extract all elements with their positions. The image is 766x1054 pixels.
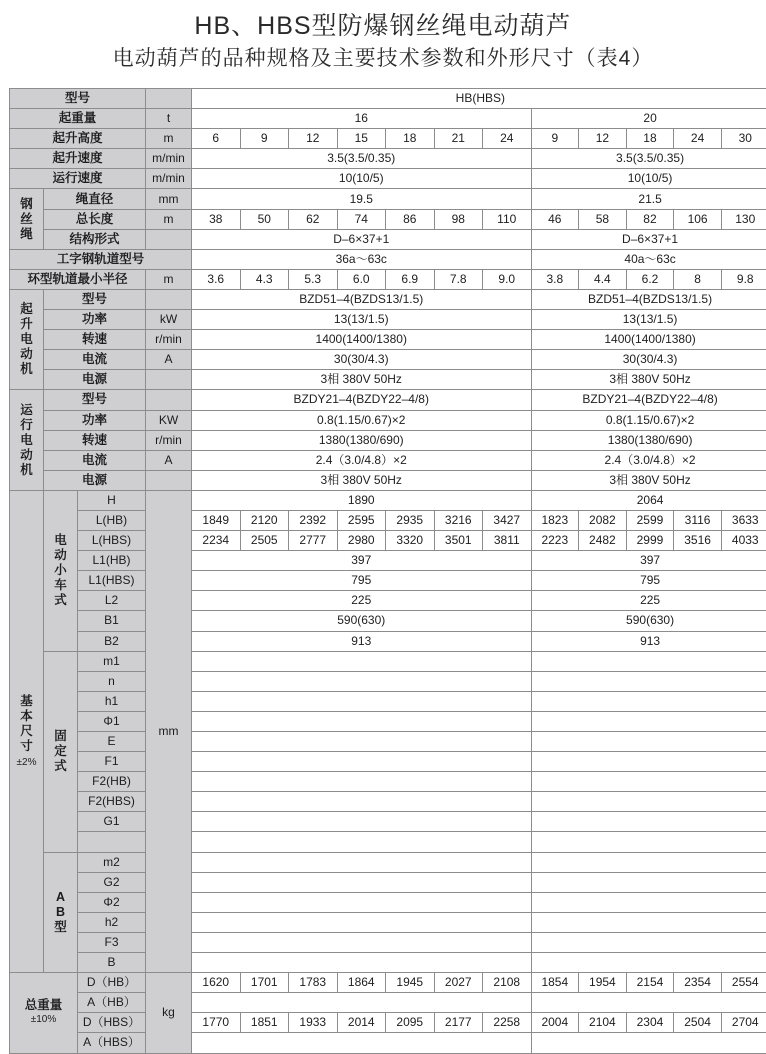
label-capacity: 起重量 [10,109,146,129]
cell-w-d-hb-2: 1783 [289,973,338,993]
cell-height-7: 9 [531,129,579,149]
value-tm-model-20t: BZDY21–4(BZDY22–4/8) [531,390,766,410]
row-w-d-hbs [10,1013,766,1033]
value-lm-model-20t: BZD51–4(BZDS13/1.5) [531,289,766,309]
row-fixed-3 [10,711,766,731]
value-beam-16t: 36a～63c [192,249,532,269]
cell-d-l-hbs-2: 2777 [289,531,338,551]
label-w-d-hbs: D（HBS） [78,1013,146,1033]
empty-cell-16t [192,792,532,812]
cell-w-d-hb-7: 1854 [531,973,579,993]
cell-rope-len-9: 82 [626,209,674,229]
label-fixed-2: h1 [78,691,146,711]
cell-rope-len-1: 50 [240,209,289,229]
cell-height-11: 30 [721,129,766,149]
empty-cell-20t [531,932,766,952]
label-lift-speed: 起升速度 [10,149,146,169]
row-rope-struct [10,229,766,249]
value-lm-power-src-20t: 3相 380V 50Hz [531,370,766,390]
cell-radius-0: 3.6 [192,269,241,289]
page-subtitle: 电动葫芦的品种规格及主要技术参数和外形尺寸（表4） [0,42,766,72]
label-fixed-5: F1 [78,752,146,772]
unit-lm-current: A [146,350,192,370]
unit-tm-speed: r/min [146,430,192,450]
cell-w-d-hb-11: 2554 [721,973,766,993]
cell-w-d-hbs-5: 2177 [434,1013,483,1033]
label-dim-l1-hbs: L1(HBS) [78,571,146,591]
label-model: 型号 [10,89,146,109]
empty-cell-20t [531,792,766,812]
cell-d-l-hb-1: 2120 [240,510,289,530]
empty-cell-16t [192,651,532,671]
value-dim-l1-hb-20t: 397 [531,551,766,571]
value-tm-current-20t: 2.4（3.0/4.8）×2 [531,450,766,470]
unit-rope-struct [146,229,192,249]
label-rope-struct: 结构形式 [44,229,146,249]
group-basic-dim: 基本尺寸 ±2% [10,490,44,972]
cell-d-l-hbs-6: 3811 [483,531,532,551]
label-lm-power-src: 电源 [44,370,146,390]
unit-tm-power: KW [146,410,192,430]
cell-w-d-hb-0: 1620 [192,973,241,993]
empty-cell-16t [192,832,532,852]
cell-w-d-hb-10: 2354 [674,973,722,993]
row-lift-speed [10,149,766,169]
cell-d-l-hb-3: 2595 [337,510,386,530]
cell-w-d-hbs-10: 2504 [674,1013,722,1033]
cell-height-10: 24 [674,129,722,149]
row-dim-l-hbs [10,531,766,551]
unit-lift-speed: m/min [146,149,192,169]
cell-w-d-hb-1: 1701 [240,973,289,993]
row-fixed-8 [10,812,766,832]
group-lift-motor: 起升电动机 [10,289,44,389]
row-w-d-hb [10,973,766,993]
unit-rope-dia: mm [146,189,192,209]
unit-rope-len: m [146,209,192,229]
label-rope-dia: 绳直径 [44,189,146,209]
cell-d-l-hbs-7: 2223 [531,531,579,551]
cell-radius-3: 6.0 [337,269,386,289]
value-tm-power-20t: 0.8(1.15/0.67)×2 [531,410,766,430]
label-fixed-1: n [78,671,146,691]
cell-radius-5: 7.8 [434,269,483,289]
unit-lm-speed: r/min [146,330,192,350]
row-fixed-5 [10,752,766,772]
label-dim-l-hbs: L(HBS) [78,531,146,551]
cell-d-l-hbs-4: 3320 [386,531,435,551]
unit-lm-power: kW [146,310,192,330]
row-lm-current [10,350,766,370]
label-dim-h: H [78,490,146,510]
value-tm-speed-20t: 1380(1380/690) [531,430,766,450]
cell-w-d-hbs-1: 1851 [240,1013,289,1033]
label-ab-1: G2 [78,872,146,892]
label-ab-2: Φ2 [78,892,146,912]
value-tm-speed-16t: 1380(1380/690) [192,430,532,450]
label-lm-model: 型号 [44,289,146,309]
label-lm-current: 电流 [44,350,146,370]
row-tm-power [10,410,766,430]
value-dim-h-20t: 2064 [531,490,766,510]
empty-cell-16t [192,912,532,932]
cell-d-l-hb-6: 3427 [483,510,532,530]
cell-radius-8: 4.4 [579,269,627,289]
row-dim-l2 [10,591,766,611]
cell-height-9: 18 [626,129,674,149]
empty-cell-20t [531,812,766,832]
unit-height: m [146,129,192,149]
value-lift-speed-20t: 3.5(3.5/0.35) [531,149,766,169]
cell-rope-len-5: 98 [434,209,483,229]
row-tm-model [10,390,766,410]
cell-height-0: 6 [192,129,241,149]
group-total-weight: 总重量 ±10% [10,973,78,1053]
cell-d-l-hbs-9: 2999 [626,531,674,551]
row-height [10,129,766,149]
cell-d-l-hb-9: 2599 [626,510,674,530]
empty-cell-16t [192,732,532,752]
cell-radius-7: 3.8 [531,269,579,289]
empty-cell-20t [531,912,766,932]
label-dim-b2: B2 [78,631,146,651]
group-travel-motor: 运行电动机 [10,390,44,490]
cell-height-3: 15 [337,129,386,149]
row-ab-5 [10,953,766,973]
cell-rope-len-11: 130 [721,209,766,229]
cell-d-l-hbs-0: 2234 [192,531,241,551]
unit-lm-power-src [146,370,192,390]
group-trolley: 电动小车式 [44,490,78,651]
value-dim-l1-hbs-20t: 795 [531,571,766,591]
cell-rope-len-6: 110 [483,209,532,229]
row-dim-b1 [10,611,766,631]
value-tm-power-src-20t: 3相 380V 50Hz [531,470,766,490]
value-tm-power-src-16t: 3相 380V 50Hz [192,470,532,490]
row-ab-1 [10,872,766,892]
group-ab: AB型 [44,852,78,973]
row-tm-power-src [10,470,766,490]
value-model: HB(HBS) [192,89,766,109]
cell-radius-10: 8 [674,269,722,289]
value-lm-power-20t: 13(13/1.5) [531,310,766,330]
cell-height-6: 24 [483,129,532,149]
row-capacity [10,109,766,129]
unit-model [146,89,192,109]
cell-d-l-hbs-10: 3516 [674,531,722,551]
cell-w-d-hbs-11: 2704 [721,1013,766,1033]
empty-cell-16t [192,671,532,691]
row-lm-speed [10,330,766,350]
empty-cell-16t [192,711,532,731]
label-rope-len: 总长度 [44,209,146,229]
unit-tm-model [146,390,192,410]
spec-table [9,88,766,1054]
empty-cell-20t [531,651,766,671]
empty-cell-16t [192,691,532,711]
row-ab-0 [10,852,766,872]
cell-w-d-hbs-3: 2014 [337,1013,386,1033]
unit-lm-model [146,289,192,309]
label-fixed-6: F2(HB) [78,772,146,792]
label-lm-speed: 转速 [44,330,146,350]
row-fixed-6 [10,772,766,792]
cell-radius-9: 6.2 [626,269,674,289]
empty-cell-20t [531,953,766,973]
cell-height-5: 21 [434,129,483,149]
empty-cell-16t [192,1033,532,1053]
empty-cell-16t [192,852,532,872]
page-title: HB、HBS型防爆钢丝绳电动葫芦 [0,6,766,42]
cell-radius-11: 9.8 [721,269,766,289]
value-tm-current-16t: 2.4（3.0/4.8）×2 [192,450,532,470]
cell-w-d-hb-4: 1945 [386,973,435,993]
cell-height-4: 18 [386,129,435,149]
cell-radius-1: 4.3 [240,269,289,289]
row-dim-l1-hb [10,551,766,571]
value-travel-speed-16t: 10(10/5) [192,169,532,189]
label-tm-power-src: 电源 [44,470,146,490]
value-dim-l1-hbs-16t: 795 [192,571,532,591]
cell-rope-len-2: 62 [289,209,338,229]
cell-height-2: 12 [289,129,338,149]
value-dim-h-16t: 1890 [192,490,532,510]
cell-rope-len-4: 86 [386,209,435,229]
label-travel-speed: 运行速度 [10,169,146,189]
row-lm-power-src [10,370,766,390]
cell-radius-6: 9.0 [483,269,532,289]
empty-cell-16t [192,892,532,912]
empty-cell-20t [531,993,766,1013]
unit-tm-current: A [146,450,192,470]
row-fixed-spare [10,832,766,852]
empty-cell-16t [192,772,532,792]
row-fixed-0 [10,651,766,671]
empty-cell-16t [192,812,532,832]
cell-w-d-hbs-8: 2104 [579,1013,627,1033]
row-ab-4 [10,932,766,952]
label-radius: 环型轨道最小半径 [10,269,146,289]
value-dim-l1-hb-16t: 397 [192,551,532,571]
row-fixed-4 [10,732,766,752]
cell-rope-len-10: 106 [674,209,722,229]
row-lm-power [10,310,766,330]
value-lm-speed-20t: 1400(1400/1380) [531,330,766,350]
row-tm-speed [10,430,766,450]
empty-cell-16t [192,752,532,772]
row-fixed-7 [10,792,766,812]
empty-cell-20t [531,732,766,752]
label-fixed-8: G1 [78,812,146,832]
empty-cell-20t [531,832,766,852]
value-lm-model-16t: BZD51–4(BZDS13/1.5) [192,289,532,309]
row-model [10,89,766,109]
cell-w-d-hbs-9: 2304 [626,1013,674,1033]
label-ab-4: F3 [78,932,146,952]
cell-d-l-hb-0: 1849 [192,510,241,530]
cell-radius-4: 6.9 [386,269,435,289]
value-rope-struct-16t: D–6×37+1 [192,229,532,249]
cell-w-d-hb-6: 2108 [483,973,532,993]
value-tm-model-16t: BZDY21–4(BZDY22–4/8) [192,390,532,410]
label-w-a-hb: A（HB） [78,993,146,1013]
cell-d-l-hb-2: 2392 [289,510,338,530]
label-dim-l2: L2 [78,591,146,611]
cell-w-d-hbs-2: 1933 [289,1013,338,1033]
label-fixed-7: F2(HBS) [78,792,146,812]
cell-w-d-hb-8: 1954 [579,973,627,993]
cell-radius-2: 5.3 [289,269,338,289]
row-radius [10,269,766,289]
value-rope-dia-20t: 21.5 [531,189,766,209]
empty-cell-20t [531,852,766,872]
cell-rope-len-0: 38 [192,209,241,229]
row-beam [10,249,766,269]
cell-d-l-hb-11: 3633 [721,510,766,530]
value-lm-current-20t: 30(30/4.3) [531,350,766,370]
row-w-a-hb [10,993,766,1013]
label-ab-0: m2 [78,852,146,872]
empty-cell-20t [531,752,766,772]
value-capacity-16t: 16 [192,109,532,129]
row-tm-current [10,450,766,470]
cell-d-l-hb-8: 2082 [579,510,627,530]
cell-w-d-hbs-0: 1770 [192,1013,241,1033]
label-ab-5: B [78,953,146,973]
row-fixed-2 [10,691,766,711]
label-w-d-hb: D（HB） [78,973,146,993]
label-fixed-4: E [78,732,146,752]
value-dim-b1-16t: 590(630) [192,611,532,631]
label-ab-3: h2 [78,912,146,932]
row-lm-model [10,289,766,309]
cell-w-d-hb-3: 1864 [337,973,386,993]
cell-d-l-hbs-1: 2505 [240,531,289,551]
label-dim-l-hb: L(HB) [78,510,146,530]
label-fixed-3: Φ1 [78,711,146,731]
empty-cell-20t [531,1033,766,1053]
empty-cell-20t [531,772,766,792]
value-dim-l2-20t: 225 [531,591,766,611]
empty-cell-20t [531,691,766,711]
label-beam: 工字钢轨道型号 [10,249,192,269]
value-travel-speed-20t: 10(10/5) [531,169,766,189]
cell-d-l-hbs-5: 3501 [434,531,483,551]
value-tm-power-16t: 0.8(1.15/0.67)×2 [192,410,532,430]
empty-cell-20t [531,711,766,731]
row-fixed-1 [10,671,766,691]
cell-w-d-hb-5: 2027 [434,973,483,993]
value-lm-speed-16t: 1400(1400/1380) [192,330,532,350]
empty-cell-20t [531,671,766,691]
label-fixed-0: m1 [78,651,146,671]
label-dim-l1-hb: L1(HB) [78,551,146,571]
cell-d-l-hbs-8: 2482 [579,531,627,551]
value-lm-current-16t: 30(30/4.3) [192,350,532,370]
cell-rope-len-8: 58 [579,209,627,229]
row-travel-speed [10,169,766,189]
value-rope-struct-20t: D–6×37+1 [531,229,766,249]
label-w-a-hbs: A（HBS） [78,1033,146,1053]
label-fixed-spare [78,832,146,852]
label-lm-power: 功率 [44,310,146,330]
row-ab-3 [10,912,766,932]
row-dim-h [10,490,766,510]
row-rope-dia [10,189,766,209]
unit-travel-speed: m/min [146,169,192,189]
empty-cell-16t [192,872,532,892]
cell-w-d-hb-9: 2154 [626,973,674,993]
value-dim-b2-16t: 913 [192,631,532,651]
row-ab-2 [10,892,766,912]
value-dim-b2-20t: 913 [531,631,766,651]
label-height: 起升高度 [10,129,146,149]
empty-cell-16t [192,932,532,952]
row-dim-b2 [10,631,766,651]
empty-cell-16t [192,993,532,1013]
label-tm-current: 电流 [44,450,146,470]
cell-height-8: 12 [579,129,627,149]
value-dim-l2-16t: 225 [192,591,532,611]
cell-d-l-hb-7: 1823 [531,510,579,530]
unit-weight: kg [146,973,192,1053]
label-tm-power: 功率 [44,410,146,430]
cell-w-d-hbs-7: 2004 [531,1013,579,1033]
empty-cell-20t [531,892,766,912]
cell-d-l-hb-5: 3216 [434,510,483,530]
label-dim-b1: B1 [78,611,146,631]
empty-cell-20t [531,872,766,892]
group-wire-rope: 钢丝绳 [10,189,44,249]
label-tm-model: 型号 [44,390,146,410]
value-beam-20t: 40a～63c [531,249,766,269]
unit-dim: mm [146,490,192,972]
value-lm-power-src-16t: 3相 380V 50Hz [192,370,532,390]
unit-tm-power-src [146,470,192,490]
group-fixed: 固定式 [44,651,78,852]
cell-d-l-hb-10: 3116 [674,510,722,530]
value-dim-b1-20t: 590(630) [531,611,766,631]
label-tm-speed: 转速 [44,430,146,450]
value-rope-dia-16t: 19.5 [192,189,532,209]
unit-capacity: t [146,109,192,129]
value-lift-speed-16t: 3.5(3.5/0.35) [192,149,532,169]
row-w-a-hbs [10,1033,766,1053]
cell-d-l-hbs-3: 2980 [337,531,386,551]
cell-d-l-hb-4: 2935 [386,510,435,530]
cell-rope-len-3: 74 [337,209,386,229]
row-dim-l1-hbs [10,571,766,591]
unit-radius: m [146,269,192,289]
empty-cell-16t [192,953,532,973]
cell-w-d-hbs-6: 2258 [483,1013,532,1033]
value-capacity-20t: 20 [531,109,766,129]
row-dim-l-hb [10,510,766,530]
value-lm-power-16t: 13(13/1.5) [192,310,532,330]
cell-height-1: 9 [240,129,289,149]
cell-rope-len-7: 46 [531,209,579,229]
cell-w-d-hbs-4: 2095 [386,1013,435,1033]
row-rope-len [10,209,766,229]
cell-d-l-hbs-11: 4033 [721,531,766,551]
